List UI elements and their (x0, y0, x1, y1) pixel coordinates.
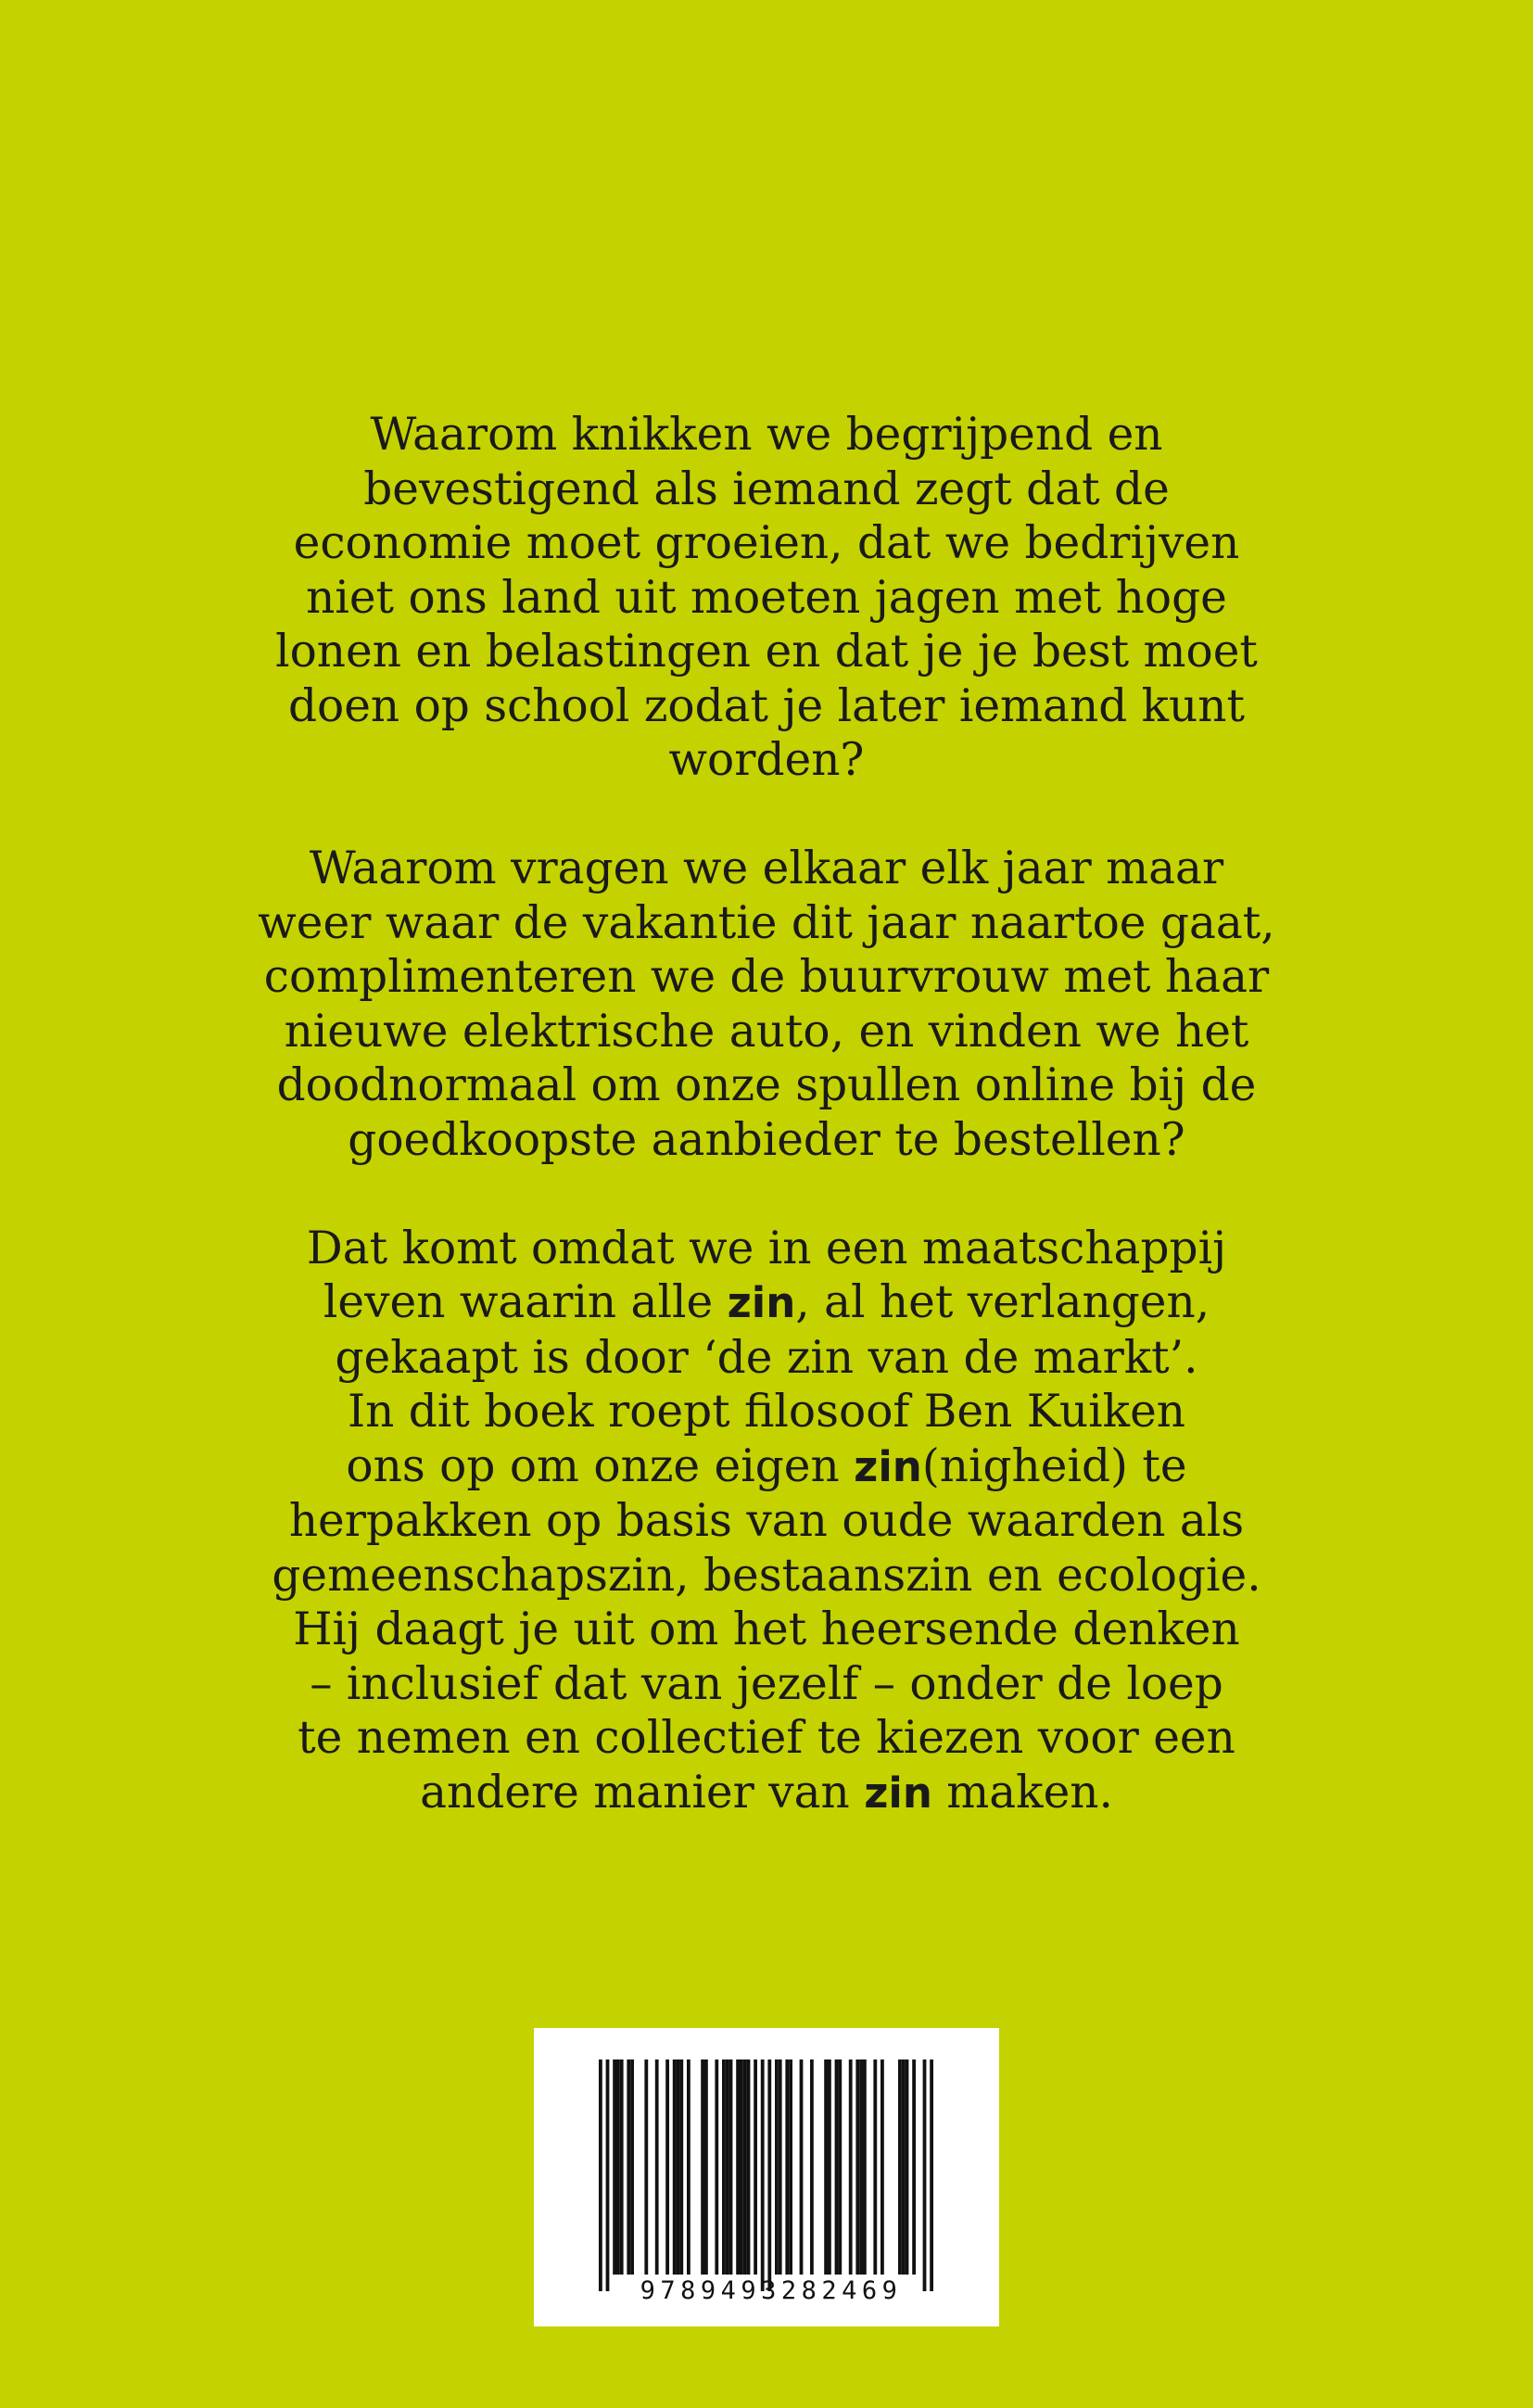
blurb-paragraph-3 (210, 1222, 1323, 1821)
isbn-barcode (534, 2028, 999, 2326)
text-line: herpakken op basis van oude waarden als (288, 1495, 1245, 1547)
text-line: weer waar de vakantie dit jaar naartoe gaat, (258, 896, 1275, 949)
blurb-paragraph-1 (210, 408, 1323, 788)
barcode-bar (906, 2059, 909, 2275)
barcode-bar (729, 2059, 733, 2275)
text-line: goedkoopste aanbieder te bestellen? (348, 1113, 1185, 1166)
text-line: niet ons land uit moeten jagen met hoge (306, 571, 1227, 624)
barcode-guard-bar (761, 2059, 765, 2291)
blurb-text (210, 408, 1323, 1875)
text-line: In dit boek roept filosoof Ben Kuiken (347, 1386, 1186, 1438)
text-line: doen op school zodat je later iemand kunt (287, 679, 1246, 732)
text-line: Waarom knikken we begrijpend en (370, 409, 1163, 461)
blurb-paragraph-2 (210, 842, 1323, 1167)
barcode-bar (881, 2059, 884, 2275)
text-line: Dat komt omdat we in een maatschappij (306, 1222, 1227, 1274)
text-line: Hij daagt je uit om het heersende denken (293, 1603, 1240, 1655)
barcode-bar (673, 2059, 677, 2275)
barcode-bar (835, 2059, 839, 2275)
emphasis-zin: zin (854, 1441, 922, 1491)
barcode-bar (902, 2059, 906, 2275)
barcode-bar (775, 2059, 779, 2275)
barcode-bar (677, 2059, 680, 2275)
barcode-guard-bar (599, 2059, 602, 2291)
barcode-guard-bar (606, 2059, 610, 2291)
barcode-bar (855, 2059, 859, 2275)
barcode-bar (644, 2059, 648, 2275)
text-fragment: andere manier van (420, 1766, 865, 1819)
barcode-bar (701, 2059, 704, 2275)
barcode-bar (722, 2059, 726, 2275)
barcode-bar (627, 2059, 630, 2275)
text-line: te nemen en collectief te kiezen voor een (298, 1712, 1235, 1764)
barcode-bar (743, 2059, 747, 2275)
text-line: lonen en belastingen en dat je je best moet (275, 626, 1258, 678)
text-line-with-emphasis (210, 1439, 1323, 1495)
barcode-bar (736, 2059, 740, 2275)
barcode-bar (613, 2059, 616, 2275)
text-fragment: (nigheid) te (921, 1439, 1187, 1492)
barcode-bar (747, 2059, 751, 2275)
text-line: – inclusief dat van jezelf – onder de loep (310, 1657, 1223, 1710)
barcode-bar (779, 2059, 782, 2275)
barcode-bar (824, 2059, 828, 2275)
text-fragment: leven waarin alle (323, 1276, 728, 1328)
barcode-bar (740, 2059, 743, 2275)
text-line: nieuwe elektrische auto, en vinden we het (284, 1005, 1249, 1058)
barcode-bar (630, 2059, 634, 2275)
text-line: gekaapt is door ‘de zin van de markt’. (335, 1331, 1198, 1384)
barcode-bar (704, 2059, 708, 2275)
text-line: gemeenschapszin, bestaanszin en ecologie. (272, 1549, 1261, 1602)
text-line: economie moet groeien, dat we bedrijven (293, 517, 1240, 569)
barcode-bar (785, 2059, 789, 2275)
barcode-bar (912, 2059, 916, 2275)
barcode-bar (715, 2059, 718, 2275)
barcode-bar (828, 2059, 831, 2275)
text-line: worden? (668, 734, 865, 786)
barcode-bar (789, 2059, 792, 2275)
text-line: complimenteren we de buurvrouw met haar (263, 951, 1270, 1003)
text-line: doodnormaal om onze spullen online bij de (276, 1059, 1257, 1111)
barcode-bar (620, 2059, 624, 2275)
text-line: bevestigend als iemand zegt dat de (363, 463, 1170, 515)
text-line-with-emphasis (210, 1766, 1323, 1821)
barcode-bar (810, 2059, 814, 2275)
barcode-bar (849, 2059, 853, 2275)
barcode-guard-bar (923, 2059, 927, 2291)
isbn-number: 9789493282469 (640, 2276, 903, 2305)
barcode-bar (863, 2059, 867, 2275)
text-line-with-emphasis (210, 1275, 1323, 1331)
barcode-bar (898, 2059, 902, 2275)
emphasis-zin: zin (727, 1278, 796, 1327)
barcode-bar (655, 2059, 659, 2275)
barcode-bar (726, 2059, 729, 2275)
barcode-bar (838, 2059, 842, 2275)
barcode-bar (859, 2059, 863, 2275)
emphasis-zin: zin (864, 1768, 932, 1818)
text-fragment: maken. (931, 1766, 1113, 1819)
text-line: Waarom vragen we elkaar elk jaar maar (309, 843, 1224, 894)
barcode-bar (679, 2059, 683, 2275)
barcode-guard-bar (930, 2059, 933, 2291)
barcode-guard-bar (767, 2059, 771, 2291)
barcode-bar (873, 2059, 877, 2275)
barcode-bar (616, 2059, 620, 2275)
barcode-bar (687, 2059, 690, 2275)
text-fragment: , al het verlangen, (795, 1276, 1210, 1328)
barcode-bar (754, 2059, 757, 2275)
barcode-bar (800, 2059, 804, 2275)
barcode-bar (665, 2059, 669, 2275)
text-fragment: ons op om onze eigen (346, 1439, 855, 1492)
